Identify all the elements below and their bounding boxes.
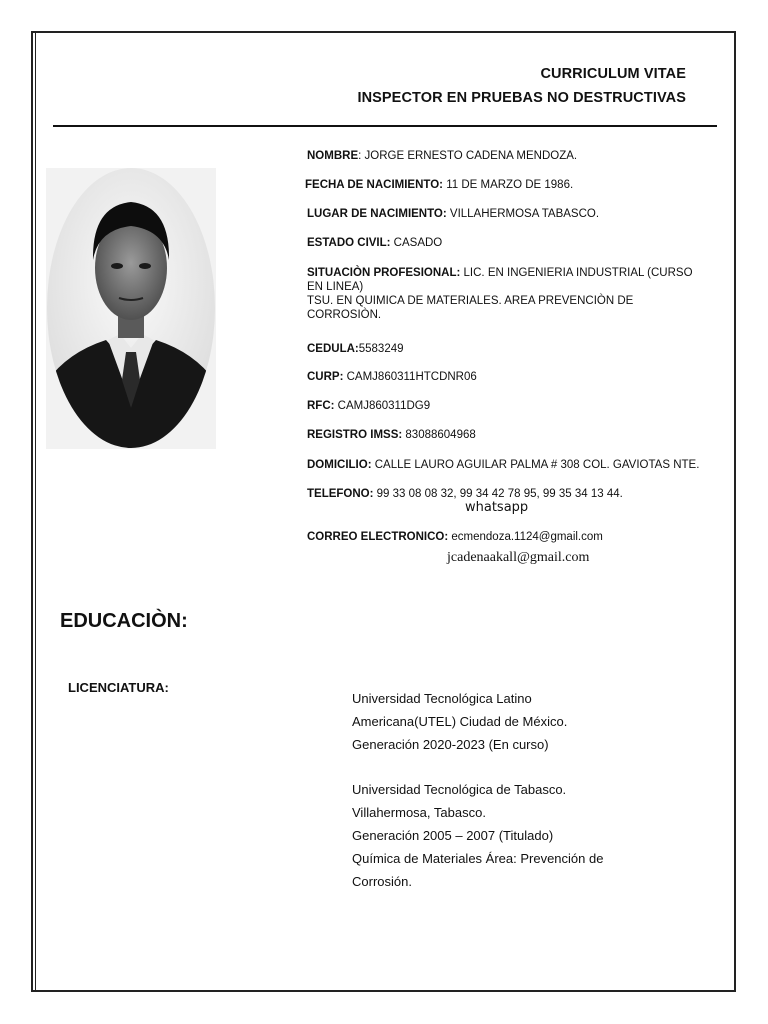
situacion-line2: TSU. EN QUIMICA DE MATERIALES. AREA PREVENCIÒN DE CORROSIÒN. [307, 295, 634, 321]
curp-label: CURP: [307, 371, 344, 383]
edu-line: Universidad Tecnológica de Tabasco. [352, 782, 567, 797]
education-entry-ut-tabasco [352, 778, 682, 893]
field-rfc [307, 399, 717, 413]
telefono-note: whatsapp [465, 500, 529, 515]
education-entry-utel [352, 687, 682, 756]
cedula-label: CEDULA: [307, 343, 359, 355]
nombre-value: : JORGE ERNESTO CADENA MENDOZA. [358, 150, 578, 162]
imss-label: REGISTRO IMSS: [307, 429, 403, 441]
telefono-label: TELEFONO: [307, 488, 374, 500]
field-correo [307, 530, 717, 544]
edu-line: Generación 2005 – 2007 (Titulado) [352, 828, 554, 843]
lugar-value: VILLAHERMOSA TABASCO. [446, 208, 600, 220]
field-situacion-profesional [307, 266, 702, 322]
curp-value: CAMJ860311HTCDNR06 [343, 371, 477, 383]
cv-title: CURRICULUM VITAE [540, 66, 686, 82]
field-cedula [307, 342, 717, 356]
licenciatura-label: LICENCIATURA: [68, 680, 169, 695]
field-lugar-nacimiento [307, 207, 717, 221]
edu-line: Corrosión. [352, 874, 412, 889]
cedula-value: 5583249 [358, 343, 404, 355]
correo-value[interactable]: ecmendoza.1124@gmail.com [448, 531, 603, 543]
estado-label: ESTADO CIVIL: [307, 237, 391, 249]
fecha-label: FECHA DE NACIMIENTO: [305, 179, 443, 191]
estado-value: CASADO [390, 237, 443, 249]
domicilio-label: DOMICILIO: [307, 459, 372, 471]
field-nombre [307, 149, 717, 163]
education-heading: EDUCACIÒN: [60, 610, 188, 632]
field-fecha-nacimiento [305, 178, 715, 192]
field-domicilio [307, 458, 717, 472]
domicilio-value: CALLE LAURO AGUILAR PALMA # 308 COL. GAVIOTAS NTE. [371, 459, 700, 471]
edu-line: Americana(UTEL) Ciudad de México. [352, 714, 568, 729]
situacion-value: LIC. EN INGENIERIA INDUSTRIAL (CURSO EN LINEA) [307, 267, 693, 293]
edu-line: Generación 2020-2023 (En curso) [352, 737, 549, 752]
header-divider [53, 125, 717, 127]
edu-line: Villahermosa, Tabasco. [352, 805, 486, 820]
cv-subtitle: INSPECTOR EN PRUEBAS NO DESTRUCTIVAS [357, 90, 686, 106]
rfc-value: CAMJ860311DG9 [334, 400, 431, 412]
nombre-label: NOMBRE [307, 150, 359, 162]
lugar-label: LUGAR DE NACIMIENTO: [307, 208, 447, 220]
situacion-label: SITUACIÒN PROFESIONAL: [307, 267, 461, 279]
field-estado-civil [307, 236, 717, 250]
portrait-image [46, 168, 216, 449]
edu-line: Universidad Tecnológica Latino [352, 691, 532, 706]
field-registro-imss [307, 428, 717, 442]
field-curp [307, 370, 717, 384]
imss-value: 83088604968 [402, 429, 476, 441]
fecha-value: 11 DE MARZO DE 1986. [443, 179, 574, 191]
telefono-value: 99 33 08 08 32, 99 34 42 78 95, 99 35 34 13 44. [373, 488, 623, 500]
edu-line: Química de Materiales Área: Prevención de [352, 851, 604, 866]
field-telefono [307, 487, 717, 501]
correo-label: CORREO ELECTRONICO: [307, 531, 449, 543]
rfc-label: RFC: [307, 400, 335, 412]
correo-alternativo[interactable]: jcadenaakall@gmail.com [447, 550, 590, 565]
profile-photo [46, 168, 216, 449]
